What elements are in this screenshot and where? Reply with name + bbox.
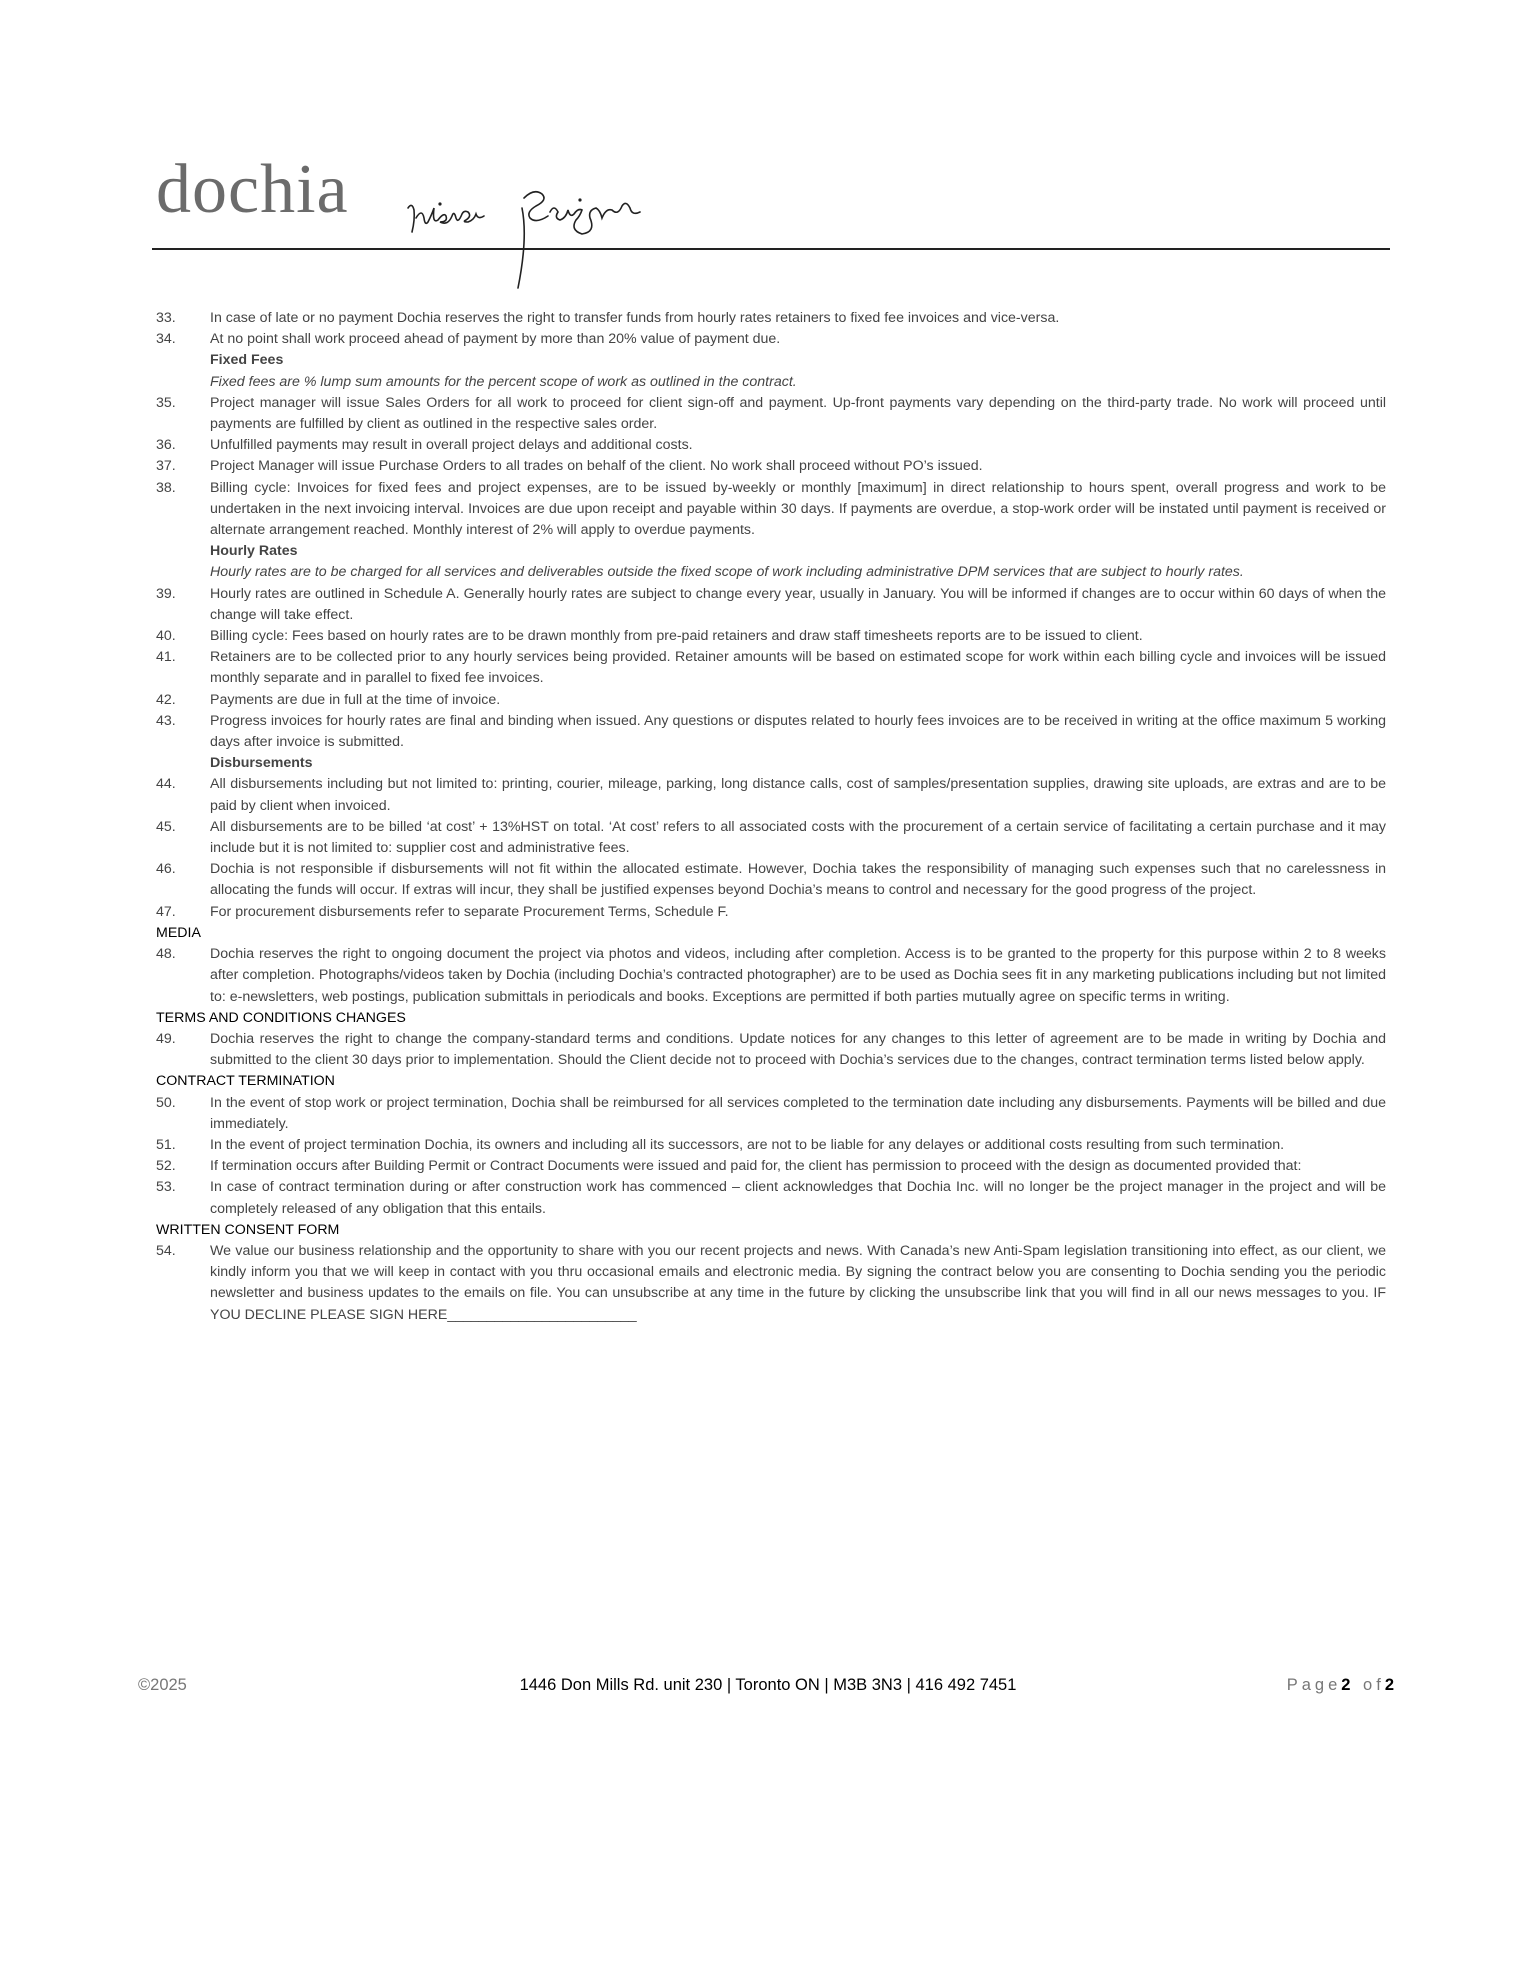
page-number <box>1287 1676 1398 1695</box>
clause-number: 48. <box>156 946 176 963</box>
clause-item <box>156 1093 1386 1135</box>
clause-text: Project Manager will issue Purchase Orders to all trades on behalf of the client. No work shall proceed without PO’s issued. <box>210 458 983 475</box>
clause-item <box>156 626 1386 647</box>
clause-item <box>156 711 1386 753</box>
page-total: 2 <box>1384 1676 1398 1694</box>
section-heading: CONTRACT TERMINATION <box>156 1073 335 1090</box>
clause-text: All disbursements including but not limited to: printing, courier, mileage, parking, long distance calls, cost of samples/presentation supplies, drawing site uploads, are extras and are to be paid by client when invoiced. <box>210 776 1386 814</box>
copyright: ©2025 <box>138 1676 187 1694</box>
letterhead <box>152 140 1390 300</box>
clause-number: 36. <box>156 437 176 454</box>
subsection-heading: Hourly Rates <box>210 543 298 560</box>
clause-number: 38. <box>156 479 176 496</box>
clause-text: For procurement disbursements refer to separate Procurement Terms, Schedule F. <box>210 903 729 920</box>
clause-item <box>156 329 1386 350</box>
section-heading: WRITTEN CONSENT FORM <box>156 1221 340 1238</box>
clause-text: We value our business relationship and the opportunity to share with you our recent projects and news. With Canada’s new Anti-Spam legislation transitioning into effect, as our client, we kindly inform you that we will keep in contact with you thru occasional emails and electronic media. By signing the contract below you are consenting to Dochia sending you the periodic newsletter and business updates to the emails on file. You can unsubscribe at any time in the future by clicking the unsubscribe link that you will find in all our news messages to you. IF YOU DECLINE PLEASE SIGN HERE________________________ <box>210 1242 1386 1323</box>
clause-text: Progress invoices for hourly rates are final and binding when issued. Any questions or disputes related to hourly fees invoices are to be received in writing at the office maximum 5 working days after invoice is submitted. <box>210 712 1386 751</box>
clause-item <box>156 1241 1386 1326</box>
clause-item <box>156 944 1386 1008</box>
clause-text: In case of contract termination during or after construction work has commenced – client acknowledges that Dochia Inc. will no longer be the project manager in the project and will be completely released of any obligation that this entails. <box>210 1179 1386 1217</box>
clause-item <box>156 478 1386 542</box>
subsection-note: Hourly rates are to be charged for all services and deliverables outside the fixed scope of work including administrative DPM services that are subject to hourly rates. <box>210 564 1244 581</box>
clause-text: Retainers are to be collected prior to any hourly services being provided. Retainer amounts will be based on estimated scope for work within each billing cycle and invoices will be issued monthly separate and in parallel to fixed fee invoices. <box>210 649 1386 687</box>
header-divider <box>152 248 1390 250</box>
clause-number: 46. <box>156 861 176 878</box>
clause-text: In the event of stop work or project termination, Dochia shall be reimbursed for all services completed to the termination date including any disbursements. Payments will be billed and due immediately. <box>210 1094 1386 1132</box>
clause-text: In the event of project termination Dochia, its owners and including all its successors, are not to be liable for any delayes or additional costs resulting from such termination. <box>210 1136 1285 1153</box>
clause-item <box>156 435 1386 456</box>
clause-text: Project manager will issue Sales Orders for all work to proceed for client sign-off and payment. Up-front payments vary depending on the third-party trade. No work will proceed until payments are fulfilled by client as outlined in the respective sales order. <box>210 394 1386 433</box>
clause-text: Unfulfilled payments may result in overall project delays and additional costs. <box>210 437 693 454</box>
clause-item <box>156 690 1386 711</box>
clause-item <box>156 817 1386 859</box>
clause-number: 42. <box>156 691 176 708</box>
clause-text: At no point shall work proceed ahead of payment by more than 20% value of payment due. <box>210 331 781 348</box>
subsection-heading: Disbursements <box>210 755 313 772</box>
clause-number: 52. <box>156 1158 176 1175</box>
clause-number: 45. <box>156 818 176 835</box>
page-of: of <box>1363 1676 1385 1694</box>
clause-number: 43. <box>156 712 176 729</box>
terms-body <box>156 308 1386 1326</box>
clause-item <box>156 1177 1386 1219</box>
clause-text: Dochia is not responsible if disbursements will not fit within the allocated estimate. However, Dochia takes the responsibility of managing such expenses such that no carelessness in allocating the funds will occur. If extras will incur, they shall be justified expenses beyond Dochia’s means to control and necessary for the good progress of the project. <box>210 861 1386 899</box>
clause-number: 39. <box>156 585 176 602</box>
clause-item <box>156 1029 1386 1071</box>
clause-number: 41. <box>156 649 176 666</box>
subsection-heading: Fixed Fees <box>210 352 284 369</box>
clause-item <box>156 902 1386 923</box>
clause-text: Payments are due in full at the time of invoice. <box>210 691 501 708</box>
clause-text: All disbursements are to be billed ‘at cost’ + 13%HST on total. ‘At cost’ refers to all associated costs with the procurement of a certain service of facilitating a certain purchase and it may include but it is not limited to: supplier cost and administrative fees. <box>210 818 1386 857</box>
logo-wordmark: dochia <box>156 151 349 228</box>
page-footer <box>138 1676 1398 1700</box>
clause-text: Dochia reserves the right to ongoing document the project via photos and videos, including after completion. Access is to be granted to the property for this purpose within 2 to 8 weeks after completion. Photographs/videos taken by Dochia (including Dochia’s contracted photographer) are to be used as Dochia sees fit in any marketing publications including but not limited to: e-newsletters, web postings, publication submittals in periodicals and books. Exceptions are permitted if both parties mutually agree on specific terms in writing. <box>210 946 1386 1005</box>
subsection-note: Fixed fees are % lump sum amounts for the percent scope of work as outlined in the contract. <box>210 373 797 390</box>
page-current: 2 <box>1341 1676 1355 1694</box>
clause-number: 47. <box>156 903 176 920</box>
clause-number: 37. <box>156 458 176 475</box>
clause-item <box>156 774 1386 816</box>
clause-number: 35. <box>156 394 176 411</box>
clause-item <box>156 456 1386 477</box>
clause-text: Billing cycle: Fees based on hourly rates are to be drawn monthly from pre-paid retainers and draw staff timesheets reports are to be issued to client. <box>210 628 1143 645</box>
clause-number: 34. <box>156 331 176 348</box>
page-label: Page <box>1286 1676 1342 1694</box>
clause-number: 49. <box>156 1030 176 1047</box>
clause-text: If termination occurs after Building Permit or Contract Documents were issued and paid for, the client has permission to proceed with the design as documented provided that: <box>210 1158 1302 1175</box>
clause-item <box>156 308 1386 329</box>
footer-address: 1446 Don Mills Rd. unit 230 | Toronto ON | M3B 3N3 | 416 492 7451 <box>519 1676 1017 1694</box>
clause-item <box>156 1156 1386 1177</box>
clause-text: Hourly rates are outlined in Schedule A. Generally hourly rates are subject to change every year, usually in January. You will be informed if changes are to occur within 60 days of when the change will take effect. <box>210 585 1386 623</box>
clause-number: 51. <box>156 1136 176 1153</box>
clause-item <box>156 584 1386 626</box>
section-heading: MEDIA <box>156 924 201 941</box>
clause-item <box>156 647 1386 689</box>
handwritten-interior-design-logo <box>394 168 694 298</box>
clause-number: 54. <box>156 1242 176 1259</box>
clause-number: 33. <box>156 310 176 326</box>
clause-item <box>156 393 1386 435</box>
clause-number: 53. <box>156 1179 176 1196</box>
clause-number: 44. <box>156 776 176 793</box>
clause-item <box>156 859 1386 901</box>
clause-number: 40. <box>156 628 176 645</box>
section-heading: TERMS AND CONDITIONS CHANGES <box>156 1009 406 1026</box>
clause-number: 50. <box>156 1094 176 1111</box>
clause-text: Dochia reserves the right to change the company-standard terms and conditions. Update notices for any changes to this letter of agreement are to be made in writing by Dochia and submitted to the client 30 days prior to implementation. Should the Client decide not to proceed with Dochia’s services due to the changes, contract termination terms listed below apply. <box>210 1030 1386 1069</box>
clause-item <box>156 1135 1386 1156</box>
clause-text: In case of late or no payment Dochia reserves the right to transfer funds from hourly rates retainers to fixed fee invoices and vice-versa. <box>210 310 1060 326</box>
clause-text: Billing cycle: Invoices for fixed fees and project expenses, are to be issued by-weekly or monthly [maximum] in direct relationship to hours spent, overall progress and work to be undertaken in the next invoicing interval. Invoices are due upon receipt and payable within 30 days. If payments are overdue, a stop-work order will be instated until payment is received or alternate arrangement reached. Monthly interest of 2% will apply to overdue payments. <box>210 479 1386 539</box>
